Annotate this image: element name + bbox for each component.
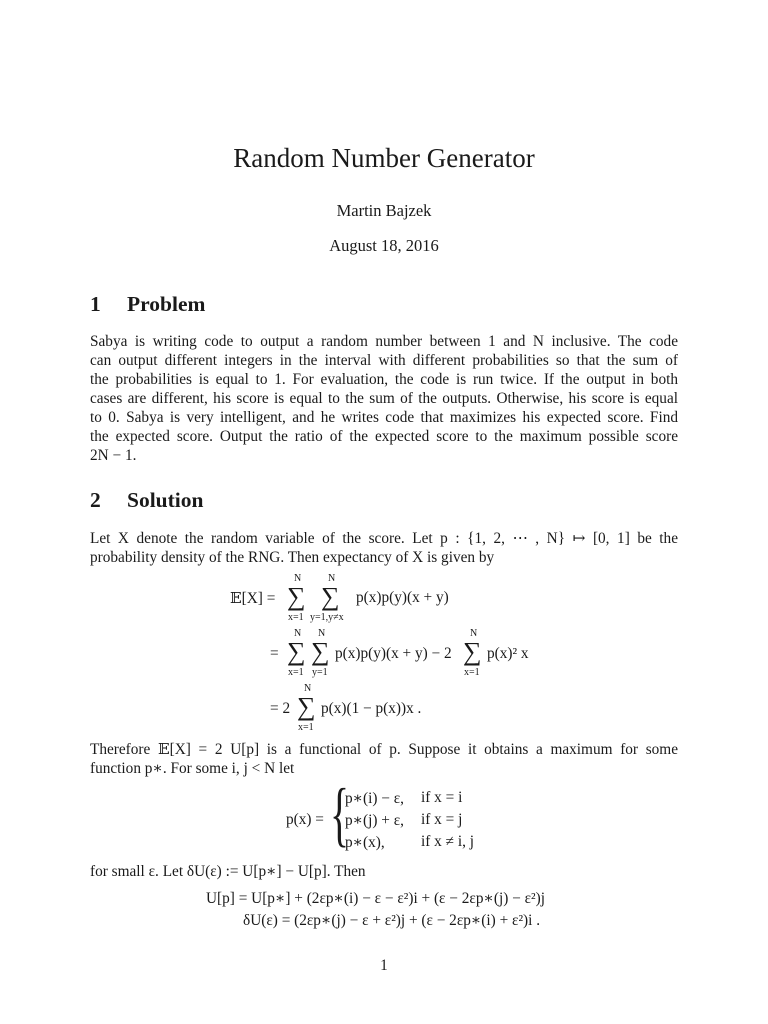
equation-rhs: p(x)p(y)(x + y) − 2 <box>335 645 452 662</box>
problem-paragraph <box>90 332 678 465</box>
sum-upper-limit: N <box>304 683 312 694</box>
problem-line: the expected score. Output the ratio of the expected score to the maximum possible score <box>90 428 678 445</box>
equation-lhs: = 2 <box>270 700 291 717</box>
problem-line: cases are different, his score is equal to the sum of the outputs. Otherwise, his score is equal <box>90 390 678 407</box>
sum-upper-limit: N <box>318 628 326 639</box>
sum-symbol: ∑ <box>297 692 316 721</box>
page-number: 1 <box>380 957 388 974</box>
therefore-line: function p∗. For some i, j < N let <box>90 760 295 777</box>
therefore-line: Therefore 𝔼[X] = 2 U[p] is a functional of p. Suppose it obtains a maximum for some <box>90 741 678 758</box>
section-number: 2 <box>90 488 101 512</box>
case-value: p∗(i) − ε, <box>345 790 405 807</box>
case-condition: if x = i <box>421 789 463 806</box>
equation-lhs: 𝔼[X] = <box>230 590 276 607</box>
equation-rhs: p(x)(1 − p(x))x . <box>321 700 422 717</box>
sum-symbol: ∑ <box>287 582 306 611</box>
text-line: for small ε. Let δU(ε) := U[p∗] − U[p]. Then <box>90 863 366 880</box>
problem-line: Sabya is writing code to output a random number between 1 and N inclusive. The code <box>90 333 678 350</box>
solution-line: probability density of the RNG. Then expectancy of X is given by <box>90 549 495 566</box>
sum-symbol: ∑ <box>463 637 482 666</box>
sum-lower-limit: x=1 <box>464 667 480 678</box>
therefore-paragraph <box>90 740 678 778</box>
sum-symbol: ∑ <box>287 637 306 666</box>
equation-rhs: p(x)² x <box>487 645 529 662</box>
sum-upper-limit: N <box>470 628 478 639</box>
section-title: Solution <box>127 488 204 512</box>
equation-U-p: U[p] = U[p∗] + (2εp∗(i) − ε − ε²)i + (ε − 2εp∗(j) − ε²)j <box>206 890 545 907</box>
problem-line: can output different integers in the interval with different probabilities so that the sum of <box>90 352 678 369</box>
sum-lower-limit: y=1 <box>312 667 328 678</box>
piecewise-lhs: p(x) = <box>286 811 324 828</box>
case-value: p∗(x), <box>345 834 385 851</box>
solution-line: Let X denote the random variable of the score. Let p : {1, 2, ⋯ , N} ↦ [0, 1] be the <box>90 530 678 547</box>
sum-upper-limit: N <box>294 628 302 639</box>
problem-line: to 0. Sabya is very intelligent, and he writes code that maximizes his expected score. Find <box>90 409 678 426</box>
left-brace: { <box>330 774 350 854</box>
section-number: 1 <box>90 292 101 316</box>
problem-line: the probabilities is equal to 1. For evaluation, the code is run twice. If the output in both <box>90 371 678 388</box>
small-epsilon-line <box>90 862 678 881</box>
section-heading-problem <box>90 292 205 317</box>
sum-lower-limit: y=1,y≠x <box>310 612 344 623</box>
section-title: Problem <box>127 292 206 316</box>
equation-delta-U: δU(ε) = (2εp∗(j) − ε + ε²)j + (ε − 2εp∗(i) + ε²)i . <box>243 912 541 929</box>
sum-lower-limit: x=1 <box>288 612 304 623</box>
case-condition: if x ≠ i, j <box>421 833 475 850</box>
sum-symbol: ∑ <box>311 637 330 666</box>
equation-rhs: p(x)p(y)(x + y) <box>356 589 449 606</box>
sum-upper-limit: N <box>294 573 302 584</box>
sum-symbol: ∑ <box>321 582 340 611</box>
equation-lhs: = <box>270 645 279 662</box>
case-condition: if x = j <box>421 811 463 828</box>
sum-lower-limit: x=1 <box>288 667 304 678</box>
solution-paragraph <box>90 529 678 567</box>
sum-lower-limit: x=1 <box>298 722 314 733</box>
problem-line: 2N − 1. <box>90 447 137 464</box>
sum-upper-limit: N <box>328 573 336 584</box>
author-name: Martin Bajzek <box>336 201 432 220</box>
section-heading-solution <box>90 488 203 513</box>
case-value: p∗(j) + ε, <box>345 812 405 829</box>
paper-date: August 18, 2016 <box>329 236 439 255</box>
paper-title: Random Number Generator <box>233 143 535 173</box>
